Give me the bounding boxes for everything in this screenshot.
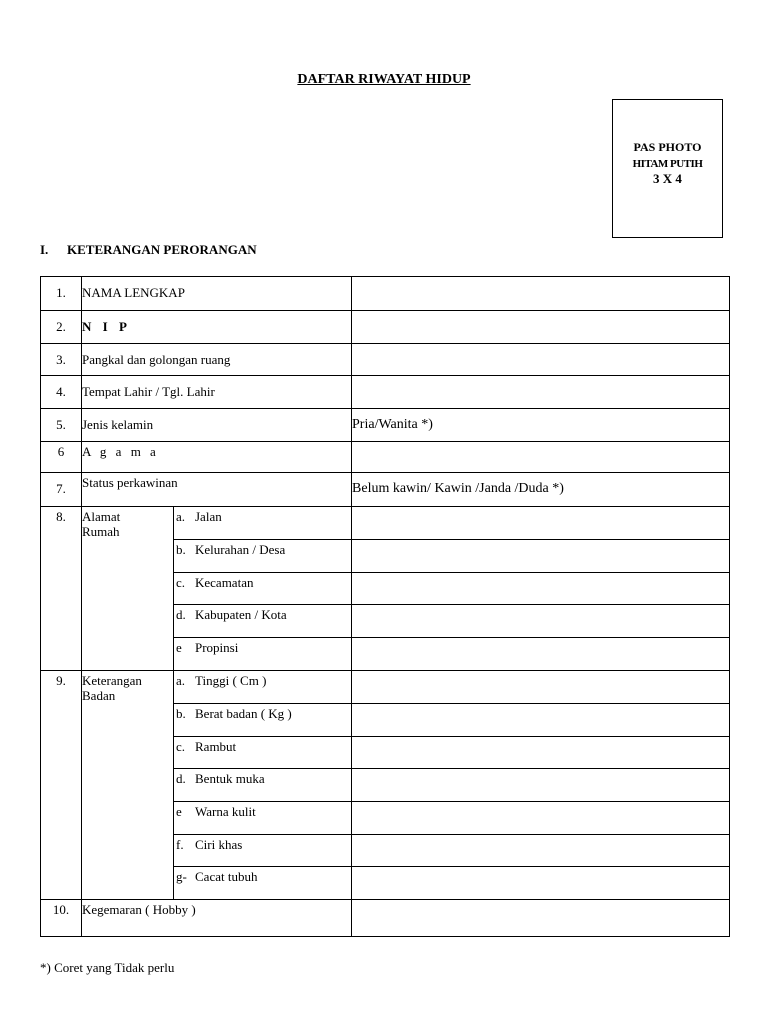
- sub-label-text: Warna kulit: [195, 804, 256, 819]
- sub-label: [174, 835, 352, 867]
- sub-letter: b.: [176, 542, 186, 557]
- rank-field[interactable]: [352, 344, 730, 376]
- address-group-label: [82, 507, 174, 671]
- weight-field[interactable]: [352, 704, 730, 737]
- sub-letter: g-: [176, 869, 187, 884]
- row-number: 9.: [41, 671, 82, 900]
- regency-city-field[interactable]: [352, 605, 730, 638]
- sub-letter: f.: [176, 837, 184, 852]
- row-number: 4.: [41, 376, 82, 409]
- marital-status-field[interactable]: Belum kawin/ Kawin /Janda /Duda *): [352, 473, 730, 507]
- table-row: [41, 344, 730, 376]
- sub-letter: e: [176, 640, 182, 655]
- personal-info-table: [40, 276, 730, 937]
- sub-label-text: Tinggi ( Cm ): [195, 673, 267, 688]
- photo-label-line1: PAS PHOTO: [633, 140, 702, 154]
- section-heading: [40, 242, 257, 258]
- sub-letter: a.: [176, 509, 186, 524]
- sub-label: [174, 507, 352, 540]
- table-row: [41, 376, 730, 409]
- sub-label-text: Propinsi: [195, 640, 239, 655]
- sub-label: [174, 737, 352, 769]
- disability-field[interactable]: [352, 867, 730, 900]
- row-number: 2.: [41, 311, 82, 344]
- group-label-line1: Keterangan: [82, 673, 142, 688]
- sub-label: [174, 704, 352, 737]
- table-row: [41, 671, 730, 704]
- table-row: [41, 442, 730, 473]
- sub-label-text: Cacat tubuh: [195, 869, 258, 884]
- row-label-text: N I P: [82, 319, 131, 334]
- row-label: Jenis kelamin: [82, 409, 352, 442]
- sub-label-text: Ciri khas: [195, 837, 243, 852]
- section-number: I.: [40, 242, 49, 257]
- distinguishing-features-field[interactable]: [352, 835, 730, 867]
- sub-label-text: Kelurahan / Desa: [195, 542, 286, 557]
- sub-label: [174, 638, 352, 671]
- row-number: 6: [41, 442, 82, 473]
- row-label: [82, 442, 352, 473]
- sub-letter: e: [176, 804, 182, 819]
- photo-placeholder-box: [612, 99, 723, 238]
- row-label: Kegemaran ( Hobby ): [82, 900, 352, 937]
- sub-label: [174, 867, 352, 900]
- height-field[interactable]: [352, 671, 730, 704]
- sub-label: [174, 605, 352, 638]
- row-label: [82, 311, 352, 344]
- village-field[interactable]: [352, 540, 730, 573]
- sub-letter: c.: [176, 739, 186, 754]
- sub-label-text: Kecamatan: [195, 575, 254, 590]
- table-row: [41, 409, 730, 442]
- table-row: [41, 507, 730, 540]
- body-group-label: [82, 671, 174, 900]
- sub-letter: a.: [176, 673, 186, 688]
- table-row: [41, 311, 730, 344]
- sub-label: [174, 769, 352, 802]
- skin-color-field[interactable]: [352, 802, 730, 835]
- row-label: NAMA LENGKAP: [82, 277, 352, 311]
- district-field[interactable]: [352, 573, 730, 605]
- sub-label-text: Jalan: [195, 509, 222, 524]
- sub-letter: d.: [176, 771, 186, 786]
- footnote: *) Coret yang Tidak perlu: [40, 960, 175, 975]
- row-label: Status perkawinan: [82, 473, 352, 507]
- religion-field[interactable]: [352, 442, 730, 473]
- row-number: 10.: [41, 900, 82, 937]
- sub-label-text: Bentuk muka: [195, 771, 265, 786]
- sub-label: [174, 540, 352, 573]
- row-label: Tempat Lahir / Tgl. Lahir: [82, 376, 352, 409]
- sub-label-text: Rambut: [195, 739, 237, 754]
- sub-letter: d.: [176, 607, 186, 622]
- sub-label: [174, 802, 352, 835]
- section-title: KETERANGAN PERORANGAN: [67, 242, 257, 257]
- table-row: [41, 473, 730, 507]
- nip-field[interactable]: [352, 311, 730, 344]
- row-number: 1.: [41, 277, 82, 311]
- sub-letter: c.: [176, 575, 186, 590]
- row-label-text: A g a m a: [82, 444, 159, 459]
- row-number: 7.: [41, 473, 82, 507]
- row-number: 5.: [41, 409, 82, 442]
- hobby-field[interactable]: [352, 900, 730, 937]
- sub-label: [174, 573, 352, 605]
- photo-label-line2: HITAM PUTIH: [632, 158, 703, 170]
- sub-letter: b.: [176, 706, 186, 721]
- row-number: 3.: [41, 344, 82, 376]
- sub-label: [174, 671, 352, 704]
- province-field[interactable]: [352, 638, 730, 671]
- birth-place-date-field[interactable]: [352, 376, 730, 409]
- document-title: DAFTAR RIWAYAT HIDUP: [297, 72, 471, 87]
- gender-field[interactable]: Pria/Wanita *): [352, 409, 730, 442]
- face-shape-field[interactable]: [352, 769, 730, 802]
- group-label-line1: Alamat: [82, 509, 121, 524]
- group-label-line2: Rumah: [82, 524, 120, 539]
- sub-label-text: Berat badan ( Kg ): [195, 706, 292, 721]
- street-field[interactable]: [352, 507, 730, 540]
- row-label: Pangkal dan golongan ruang: [82, 344, 352, 376]
- sub-label-text: Kabupaten / Kota: [195, 607, 287, 622]
- table-row: [41, 900, 730, 937]
- hair-field[interactable]: [352, 737, 730, 769]
- photo-label-size: 3 X 4: [653, 171, 682, 186]
- table-row: [41, 277, 730, 311]
- row-number: 8.: [41, 507, 82, 671]
- group-label-line2: Badan: [82, 688, 116, 703]
- full-name-field[interactable]: [352, 277, 730, 311]
